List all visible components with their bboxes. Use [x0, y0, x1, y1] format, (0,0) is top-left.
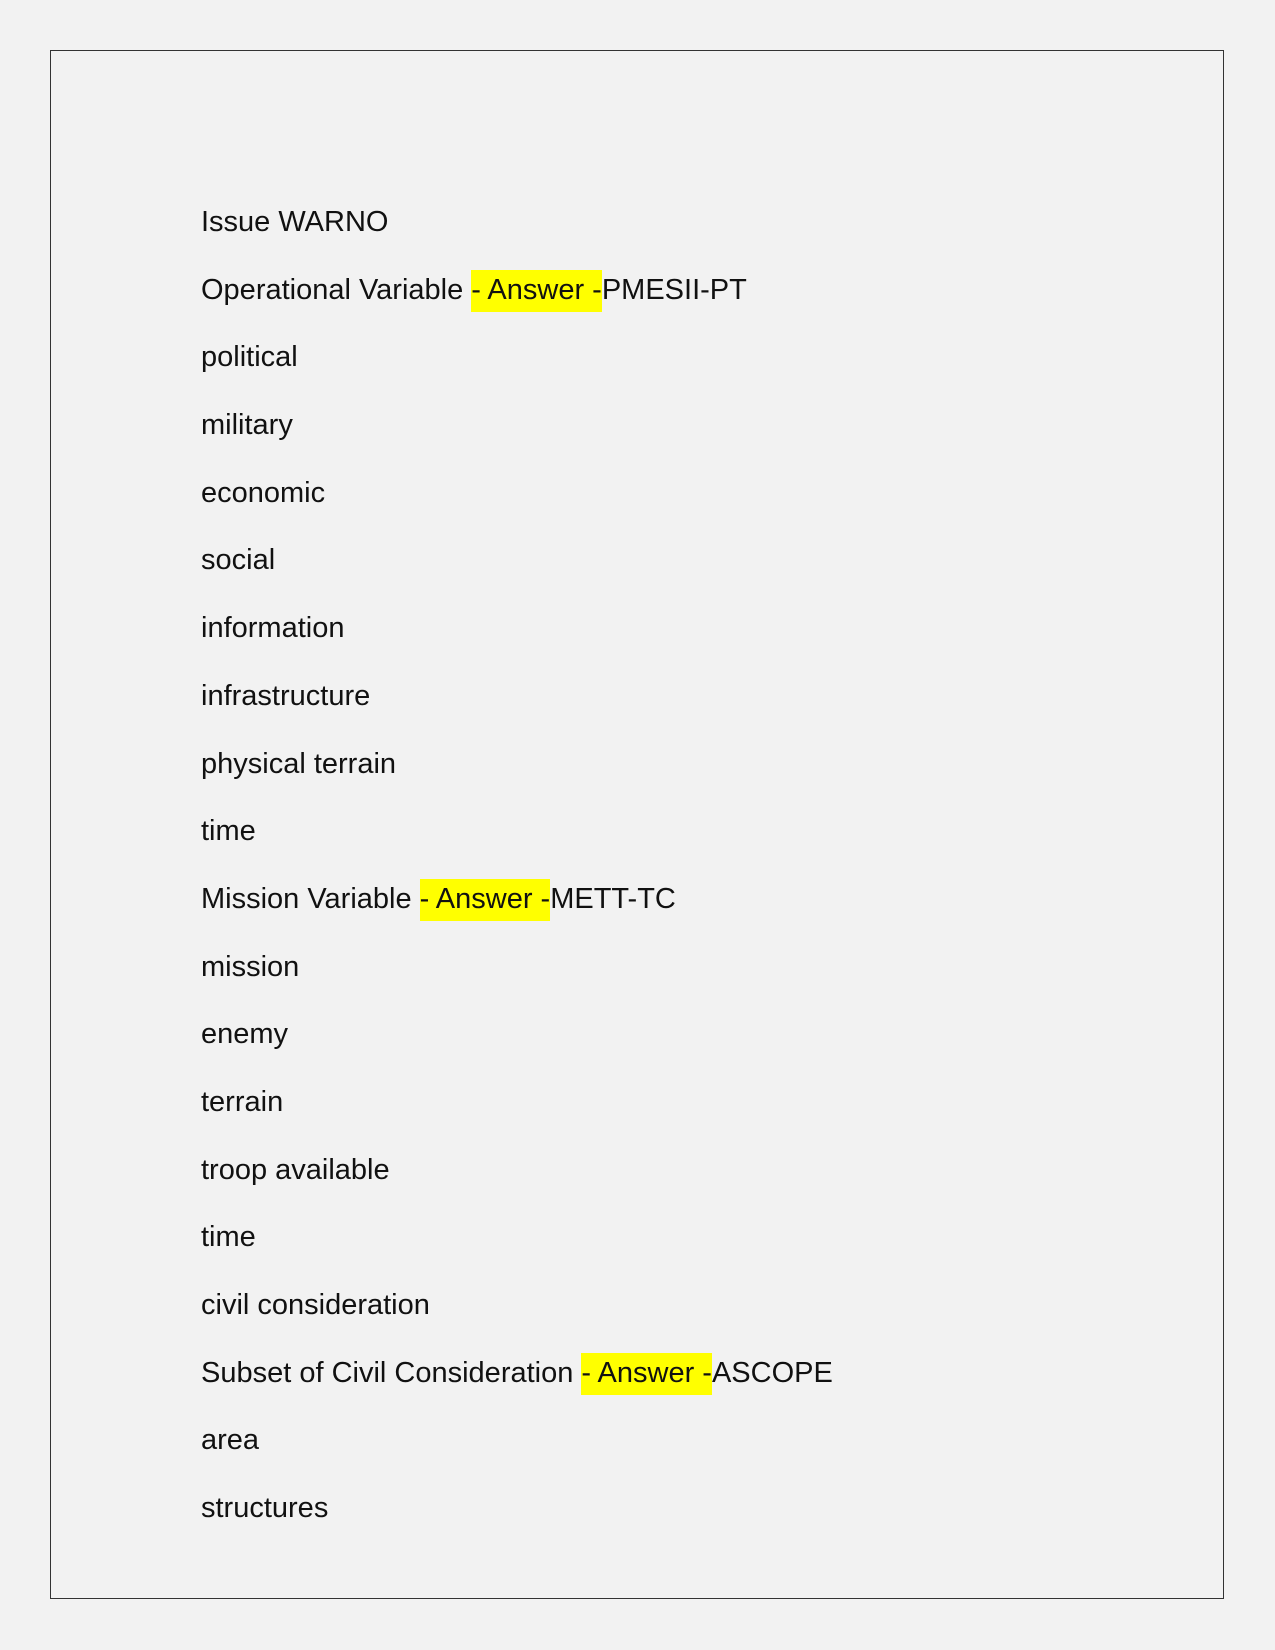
question-text: Mission Variable — [201, 882, 420, 915]
answer-text: ASCOPE — [711, 1356, 833, 1389]
list-item: military — [201, 409, 293, 442]
list-item: political — [201, 341, 298, 374]
list-item: economic — [201, 476, 326, 509]
document-body — [201, 201, 1201, 1555]
list-item: time — [201, 1221, 256, 1254]
question-text: Operational Variable — [201, 273, 472, 306]
list-item: infrastructure — [201, 679, 371, 712]
list-item: mission — [201, 950, 300, 983]
question-text: Subset of Civil Consideration — [201, 1356, 582, 1389]
mission-variable-line — [201, 878, 1201, 946]
list-item: physical terrain — [201, 747, 397, 780]
list-item: social — [201, 544, 276, 577]
answer-highlight: - Answer - — [420, 879, 551, 921]
answer-highlight: - Answer - — [471, 270, 602, 312]
civil-subset-line — [201, 1352, 1201, 1420]
document-page — [50, 50, 1224, 1599]
list-item: troop available — [201, 1153, 390, 1186]
list-item: time — [201, 815, 256, 848]
list-item: area — [201, 1424, 260, 1457]
list-item: information — [201, 612, 345, 645]
answer-text: METT-TC — [550, 882, 676, 915]
list-item: enemy — [201, 1018, 289, 1051]
list-item: civil consideration — [201, 1289, 430, 1321]
heading-line: Issue WARNO — [201, 206, 389, 238]
answer-text: PMESII-PT — [601, 273, 747, 306]
list-item: structures — [201, 1492, 329, 1525]
operational-variable-line — [201, 269, 1201, 337]
answer-highlight: - Answer - — [581, 1353, 712, 1395]
list-item: terrain — [201, 1085, 284, 1118]
